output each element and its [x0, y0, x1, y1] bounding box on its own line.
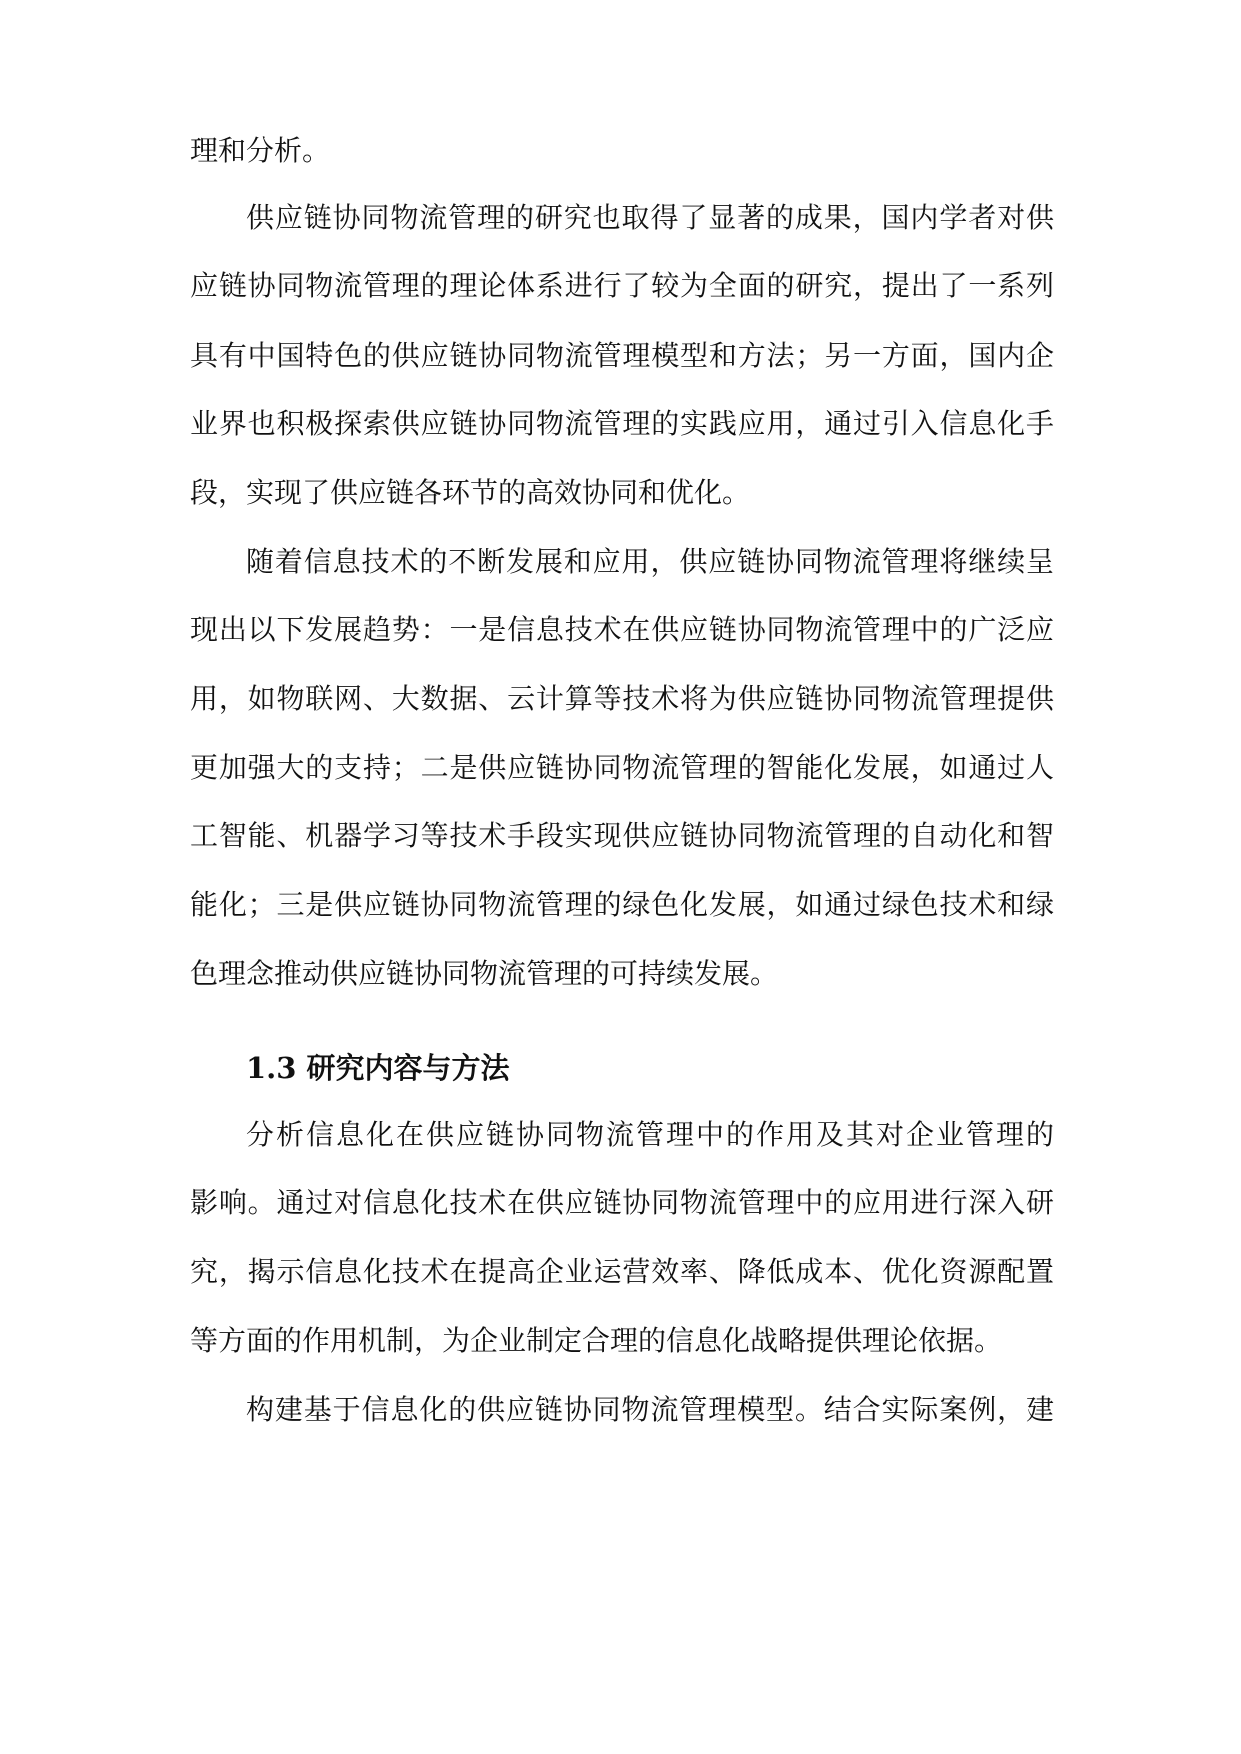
paragraph-2-line-4: 业界也积极探索供应链协同物流管理的实践应用，通过引入信息化手 — [190, 407, 1054, 440]
paragraph-3-line-3: 用，如物联网、大数据、云计算等技术将为供应链协同物流管理提供 — [190, 682, 1054, 715]
paragraph-4-line-4: 等方面的作用机制，为企业制定合理的信息化战略提供理论依据。 — [190, 1324, 1003, 1357]
paragraph-2-line-3: 具有中国特色的供应链协同物流管理模型和方法；另一方面，国内企 — [190, 339, 1054, 372]
paragraph-4-line-1: 分析信息化在供应链协同物流管理中的作用及其对企业管理的 — [246, 1118, 1054, 1151]
paragraph-3-line-2: 现出以下发展趋势：一是信息技术在供应链协同物流管理中的广泛应 — [190, 613, 1054, 646]
paragraph-2-line-5: 段，实现了供应链各环节的高效协同和优化。 — [190, 476, 751, 509]
paragraph-3-line-6: 能化；三是供应链协同物流管理的绿色化发展，如通过绿色技术和绿 — [190, 888, 1054, 921]
paragraph-1-line-1: 理和分析。 — [190, 134, 331, 167]
paragraph-3-line-5: 工智能、机器学习等技术手段实现供应链协同物流管理的自动化和智 — [190, 819, 1054, 852]
paragraph-2-line-2: 应链协同物流管理的理论体系进行了较为全面的研究，提出了一系列 — [190, 269, 1054, 302]
paragraph-5-line-1: 构建基于信息化的供应链协同物流管理模型。结合实际案例，建 — [246, 1393, 1054, 1426]
paragraph-4-line-3: 究，揭示信息化技术在提高企业运营效率、降低成本、优化资源配置 — [190, 1255, 1054, 1288]
paragraph-2-line-1: 供应链协同物流管理的研究也取得了显著的成果，国内学者对供 — [246, 201, 1054, 234]
paragraph-3-line-1: 随着信息技术的不断发展和应用，供应链协同物流管理将继续呈 — [246, 545, 1054, 578]
paragraph-3-line-4: 更加强大的支持；二是供应链协同物流管理的智能化发展，如通过人 — [190, 751, 1054, 784]
section-heading: 1.3 研究内容与方法 — [246, 1051, 510, 1085]
paragraph-3-line-7: 色理念推动供应链协同物流管理的可持续发展。 — [190, 957, 779, 990]
paragraph-4-line-2: 影响。通过对信息化技术在供应链协同物流管理中的应用进行深入研 — [190, 1186, 1054, 1219]
